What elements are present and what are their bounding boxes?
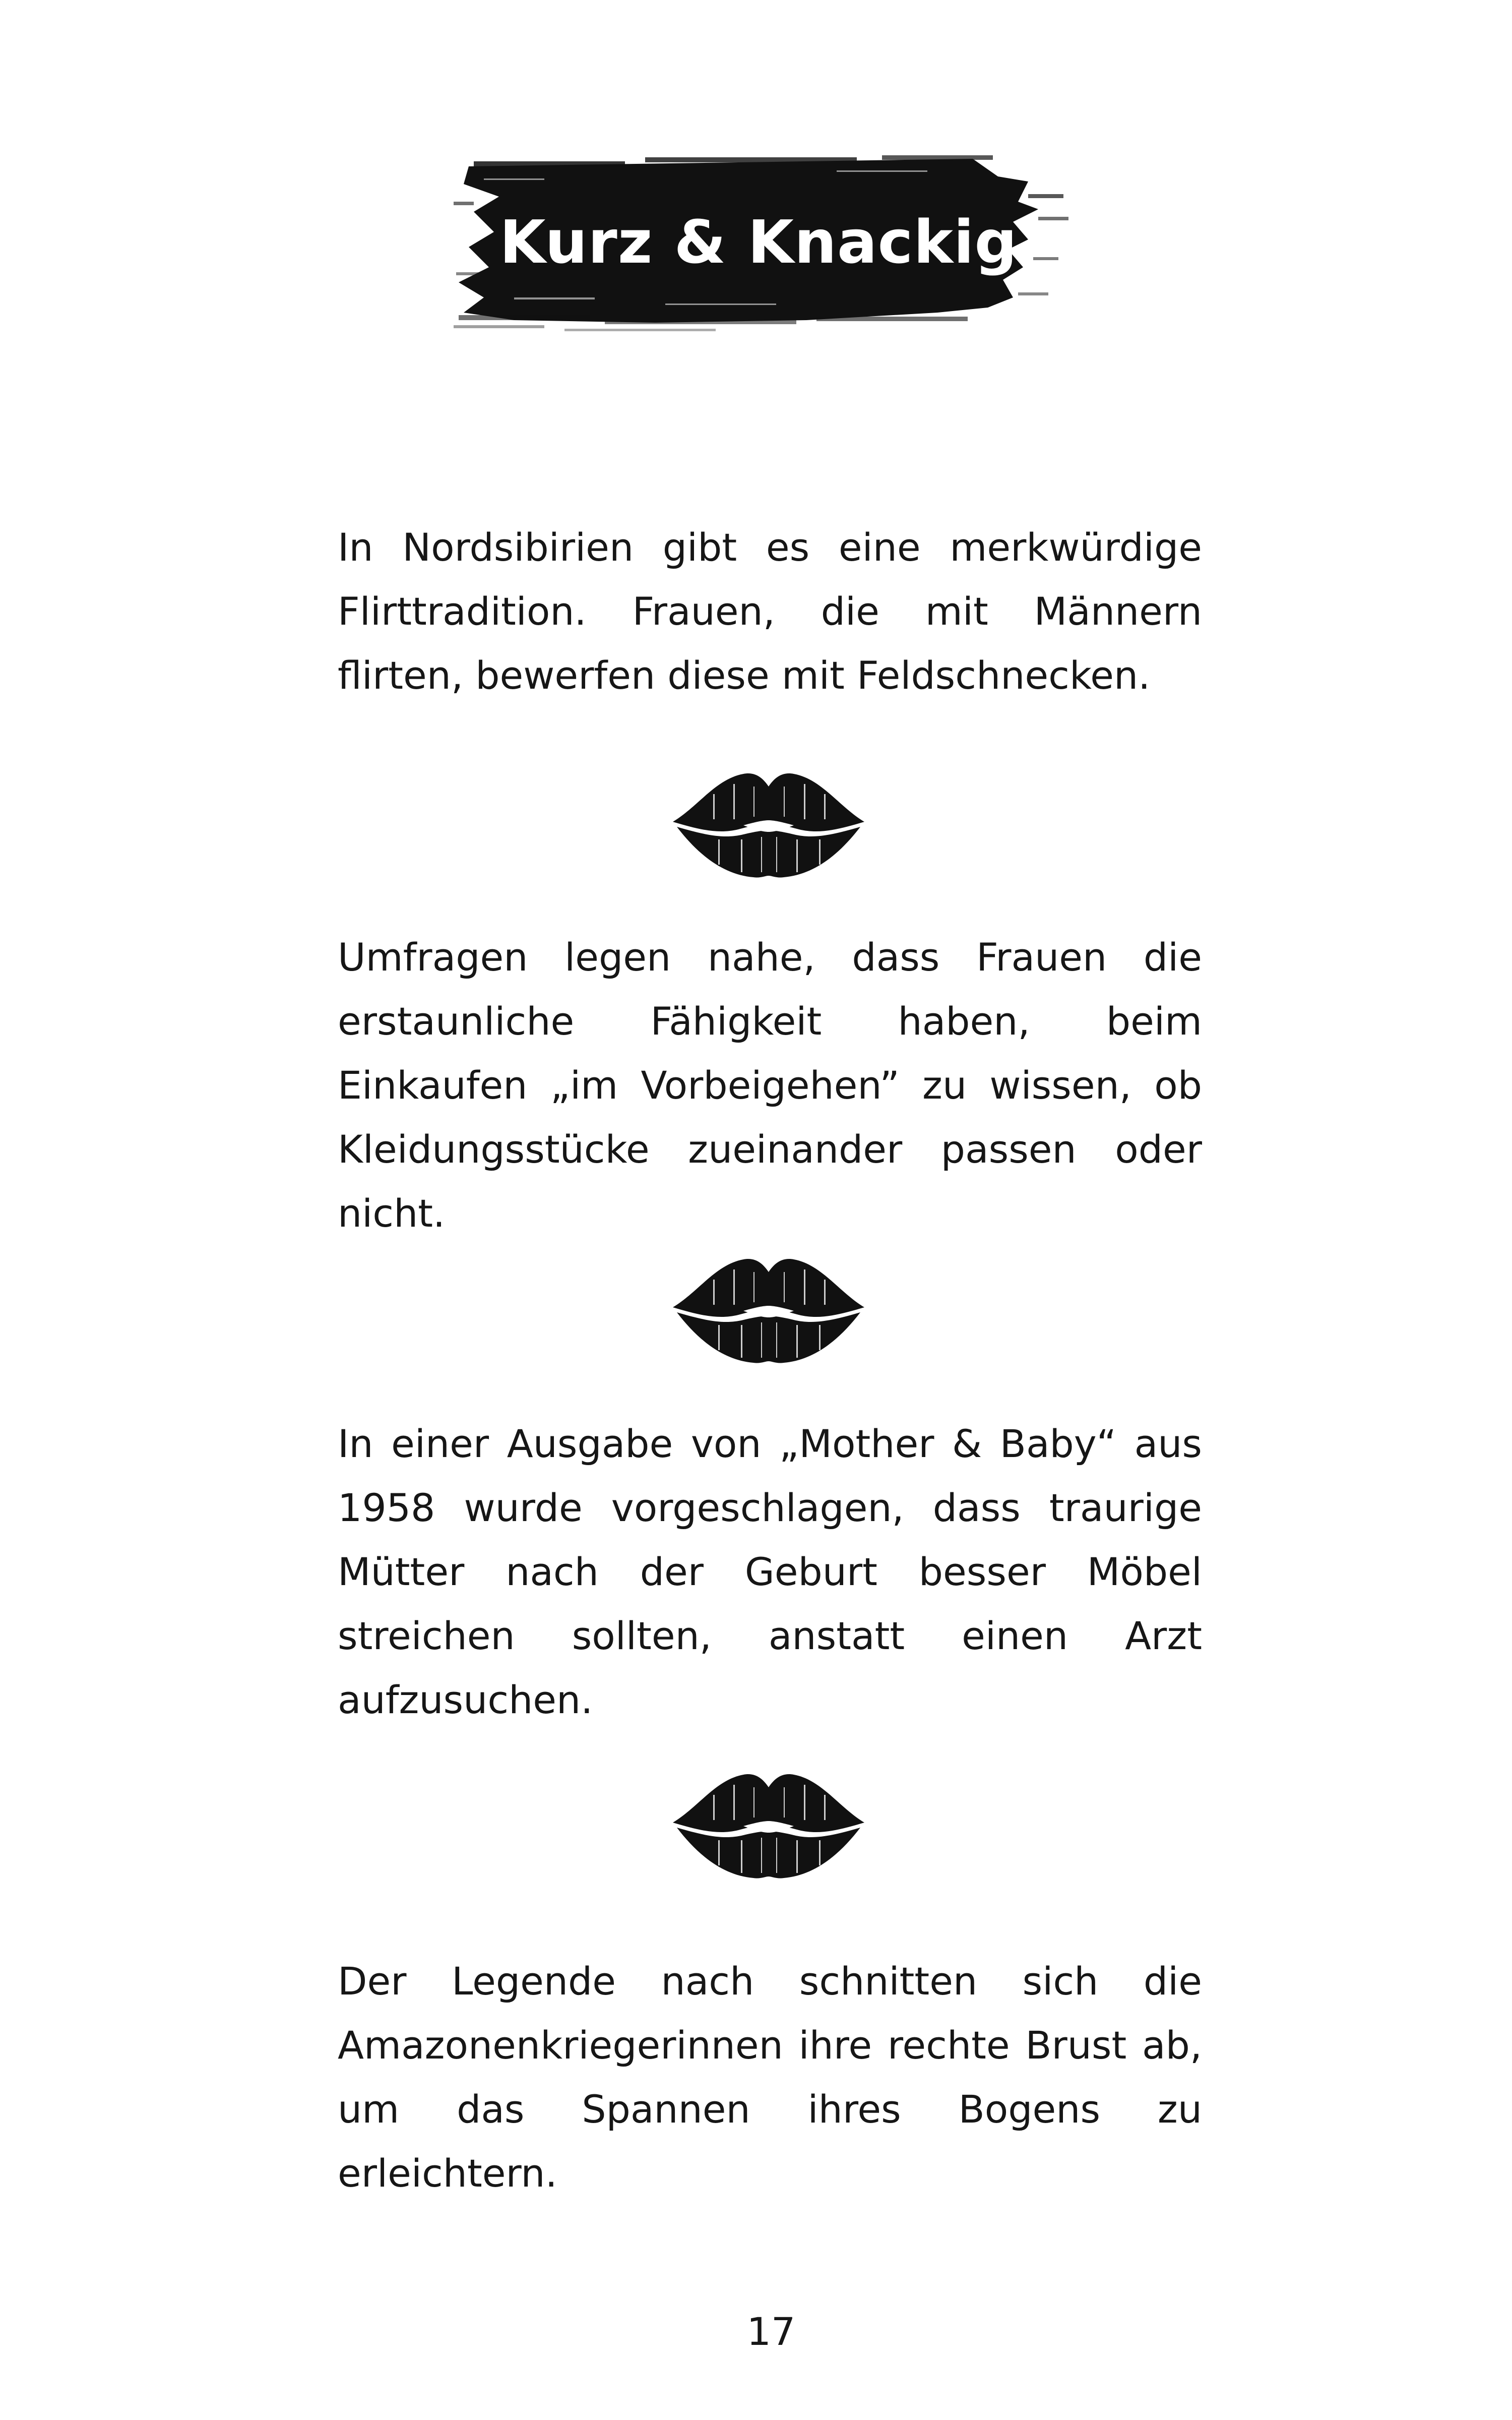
lips-icon — [668, 1760, 869, 1886]
page-number: 17 — [746, 2309, 796, 2354]
lips-icon — [668, 1244, 869, 1370]
fact-paragraph-2: Umfragen legen nahe, dass Frauen die erstaunliche Fähigkeit haben, beim Einkaufen „im Vorbeigehen” zu wissen, ob Kleidungsstücke zueinander passen oder nicht. — [338, 935, 1202, 1236]
fact-paragraph-1: In Nordsibirien gibt es eine merkwürdige Flirttradition. Frauen, die mit Männern flirten, bewerfen diese mit Feldschnecken. — [338, 525, 1202, 698]
fact-paragraph-4: Der Legende nach schnitten sich die Amazonenkriegerinnen ihre rechte Brust ab, um das Spannen ihres Bogens zu erleichtern. — [338, 1959, 1202, 2196]
header-banner — [454, 146, 1084, 338]
page-title: Kurz & Knackig — [499, 207, 1018, 277]
lips-icon — [668, 759, 869, 885]
fact-paragraph-3: In einer Ausgabe von „Mother & Baby“ aus 1958 wurde vorgeschlagen, dass traurige Mütter nach der Geburt besser Möbel streichen sollten, anstatt einen Arzt aufzusuchen. — [338, 1421, 1202, 1722]
